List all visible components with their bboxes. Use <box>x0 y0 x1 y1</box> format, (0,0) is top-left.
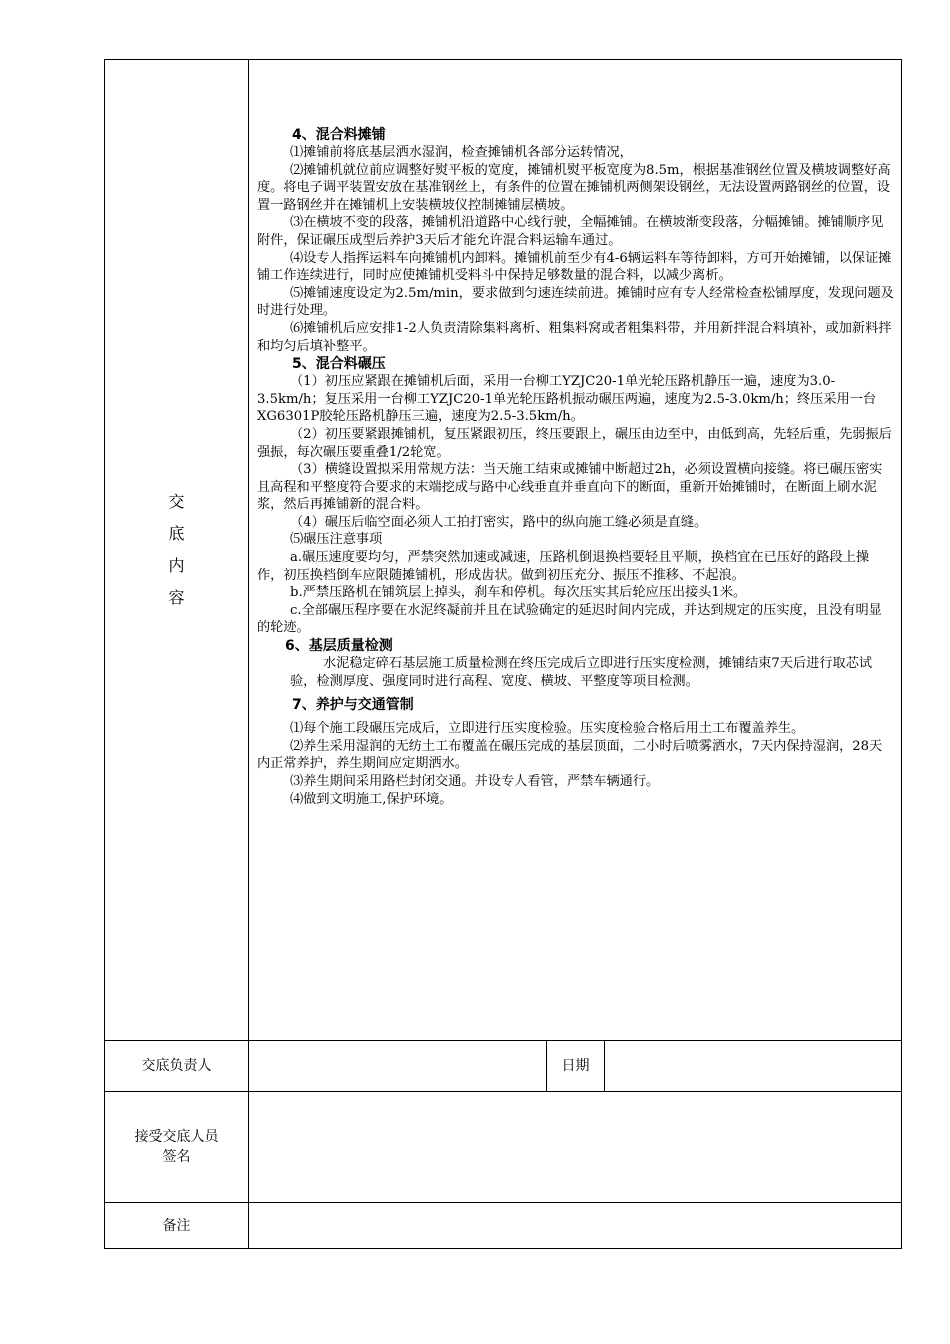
disclosure-form-table <box>104 59 902 1249</box>
section-heading: 6、基层质量检测 <box>285 638 393 655</box>
paragraph: ⑹摊铺机后应安排1-2人负责清除集料离析、粗集料窝或者粗集料带，并用新拌混合料填补，或加新料拌和均匀后填补整平。 <box>257 320 892 354</box>
paragraph: ⑴每个施工段碾压完成后，立即进行压实度检验。压实度检验合格后用土工布覆盖养生。 <box>290 721 805 737</box>
paragraph: a.碾压速度要均匀，严禁突然加速或减速，压路机倒退换档要轻且平顺，换档宜在已压好的路段上操作，初压换档倒车应限随摊铺机，形成齿状。做到初压充分、振压不推移、不起浪。 <box>257 550 870 583</box>
paragraph: ⑶养生期间采用路栏封闭交通。并设专人看管，严禁车辆通行。 <box>290 774 660 789</box>
section-heading: 5、混合料碾压 <box>292 356 386 373</box>
label-char: 容 <box>168 588 185 607</box>
date-label: 日期 <box>561 1058 590 1074</box>
paragraph: ⑸碾压注意事项 <box>290 532 383 548</box>
section-heading: 4、混合料摊铺 <box>292 127 386 143</box>
paragraph: ⑸摊铺速度设定为2.5m/min，要求做到匀速连续前进。摊铺时应有专人经常检查松铺厚度，发现问题及时进行处理。 <box>257 285 894 319</box>
paragraph: 水泥稳定碎石基层施工质量检测在终压完成后立即进行压实度检测，摊铺结束7天后进行取芯试验，检测厚度、强度同时进行高程、宽度、横坡、平整度等项目检测。 <box>290 656 873 689</box>
label-char: 底 <box>168 524 185 543</box>
section-heading: 7、养护与交通管制 <box>292 697 414 714</box>
paragraph: ⑵养生采用湿润的无纺土工布覆盖在碾压完成的基层顶面，二小时后喷雾洒水，7天内保持湿润，28天内正常养护，养生期间应定期洒水。 <box>257 738 883 772</box>
paragraph: ⑷做到文明施工,保护环境。 <box>290 791 453 807</box>
paragraph: c.全部碾压程序要在水泥终凝前并且在试验确定的延迟时间内完成，并达到规定的压实度，且没有明显的轮迹。 <box>257 602 882 636</box>
paragraph: ⑵摊铺机就位前应调整好熨平板的宽度，摊铺机熨平板宽度为8.5m，根据基准钢丝位置及横坡调整好高度。将电子调平装置安放在基准钢丝上，有条件的位置在摊铺机两侧架设钢丝，无法设置两路钢丝的位置，设置一路钢丝并在摊铺机上安装横坡仪控制摊铺层横坡。 <box>257 162 891 213</box>
paragraph: （4）碾压后临空面必须人工拍打密实，路中的纵向施工缝必须是直缝。 <box>290 514 708 530</box>
receiver-signature-label <box>105 1092 248 1202</box>
responsible-label: 交底负责人 <box>141 1058 212 1074</box>
disclosure-content-body <box>257 126 894 808</box>
remarks-field[interactable] <box>249 1203 901 1248</box>
paragraph: ⑷设专人指挥运料车向摊铺机内卸料。摊铺机前至少有4-6辆运料车等待卸料，方可开始摊铺，以保证摊铺工作连续进行，同时应使摊铺机受料斗中保持足够数量的混合料，以减少离析。 <box>257 250 892 284</box>
remarks-label: 备注 <box>162 1217 191 1234</box>
date-value-field[interactable] <box>605 1041 901 1091</box>
disclosure-content-label <box>105 60 248 1040</box>
paragraph: （2）初压要紧跟摊铺机，复压紧跟初压，终压要跟上，碾压由边至中，由低到高，先轻后重，先弱振后强振，每次碾压要重叠1/2轮宽。 <box>257 426 892 460</box>
paragraph: （1）初压应紧跟在摊铺机后面，采用一台柳工YZJC20-1单光轮压路机静压一遍，速度为3.0-3.5km/h；复压采用一台柳工YZJC20-1单光轮压路机振动碾压两遍，速度为2.5-3.0km/h；终压采用一台XG6301P胶轮压路机静压三遍，速度为2.5-3.5km/h。 <box>257 374 877 425</box>
paragraph: b.严禁压路机在铺筑层上掉头，刹车和停机。每次压实其后轮应压出接头1米。 <box>290 585 747 601</box>
paragraph: （3）横缝设置拟采用常规方法：当天施工结束或摊铺中断超过2h，必须设置横向接缝。将已碾压密实且高程和平整度符合要求的末端挖成与路中心线垂直并垂直向下的断面，重新开始摊铺时，在断面上刷水泥浆，然后再摊铺新的混合料。 <box>257 462 883 513</box>
label-char: 交 <box>168 492 185 511</box>
paragraph: ⑴摊铺前将底基层洒水湿润，检查摊铺机各部分运转情况， <box>290 145 633 160</box>
responsible-value-field[interactable] <box>249 1041 546 1091</box>
label-char: 内 <box>168 556 185 575</box>
paragraph: ⑶在横坡不变的段落，摊铺机沿道路中心线行驶，全幅摊铺。在横坡渐变段落，分幅摊铺。摊铺顺序见附件，保证碾压成型后养护3天后才能允许混合料运输车通过。 <box>257 215 884 248</box>
receiver-label-line1: 接受交底人员 <box>134 1129 219 1145</box>
receiver-signature-field[interactable] <box>249 1092 901 1202</box>
receiver-label-line2: 签名 <box>162 1149 191 1165</box>
